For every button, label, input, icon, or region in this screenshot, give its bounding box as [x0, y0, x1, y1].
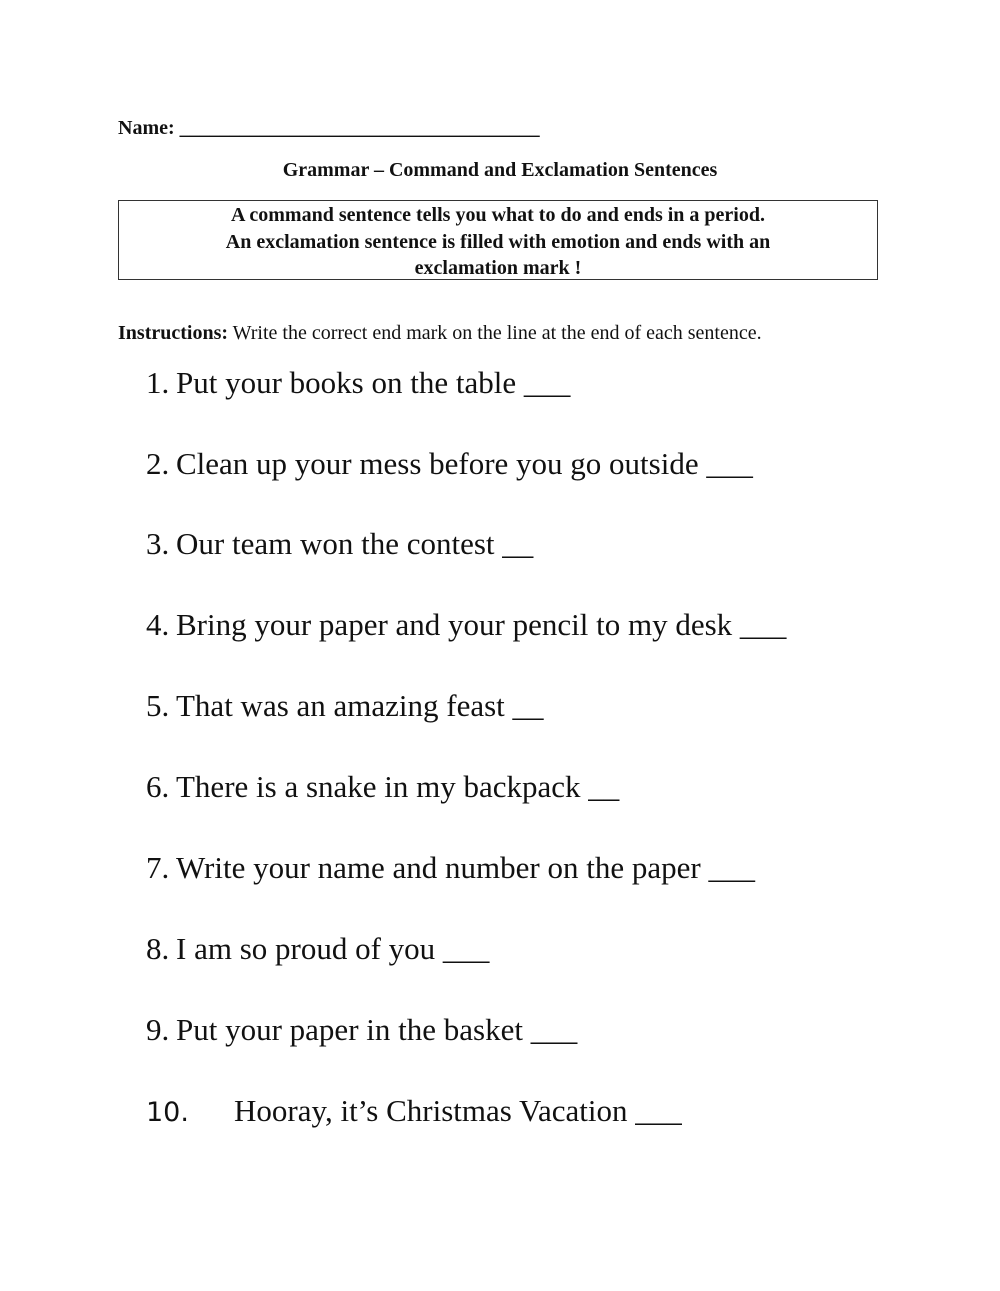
sentence-item [146, 363, 570, 403]
definition-box [118, 200, 878, 280]
sentence-number: 2. [146, 446, 170, 481]
definition-line-2: An exclamation sentence is filled with emotion and ends with an [225, 230, 771, 253]
sentence-number: 9. [146, 1012, 170, 1047]
sentence-number: 3. [146, 526, 170, 561]
sentence-item [146, 929, 489, 969]
sentence-text: There is a snake in my backpack __ [176, 769, 620, 804]
sentence-text: Put your paper in the basket ___ [176, 1012, 578, 1047]
sentence-item [146, 1010, 577, 1050]
sentence-item [146, 848, 755, 888]
sentence-number: 1. [146, 365, 170, 400]
definition-line-3: exclamation mark ! [414, 257, 582, 279]
instructions-label: Instructions: [118, 322, 229, 344]
sentence-text: That was an amazing feast __ [176, 688, 544, 723]
worksheet-title: Grammar – Command and Exclamation Sentences [282, 159, 718, 181]
instructions-text: Write the correct end mark on the line at the end of each sentence. [228, 322, 762, 344]
sentence-item [146, 767, 619, 807]
sentence-number: 4. [146, 607, 170, 642]
sentence-text: Put your books on the table ___ [176, 365, 571, 400]
sentence-text: Our team won the contest __ [176, 526, 534, 561]
sentence-text: Hooray, it’s Christmas Vacation ___ [234, 1093, 682, 1128]
sentence-text: Bring your paper and your pencil to my desk ___ [176, 607, 787, 642]
sentence-item [146, 1091, 682, 1133]
instructions [118, 322, 762, 345]
sentence-item [146, 686, 544, 726]
sentence-number: 7. [146, 850, 170, 885]
sentence-number: 8. [146, 931, 170, 966]
definition-line-1: A command sentence tells you what to do and ends in a period. [231, 204, 765, 226]
sentence-text: I am so proud of you ___ [176, 931, 490, 966]
sentence-number: 6. [146, 769, 170, 804]
sentence-item [146, 605, 786, 645]
sentence-text: Clean up your mess before you go outside ___ [176, 446, 753, 481]
sentence-number: 10. [146, 1097, 189, 1128]
sentence-item [146, 444, 753, 484]
name-field-label: Name: ____________________________________ [118, 117, 540, 139]
sentence-number: 5. [146, 688, 170, 723]
sentence-item [146, 524, 533, 564]
sentence-text: Write your name and number on the paper ___ [176, 850, 755, 885]
